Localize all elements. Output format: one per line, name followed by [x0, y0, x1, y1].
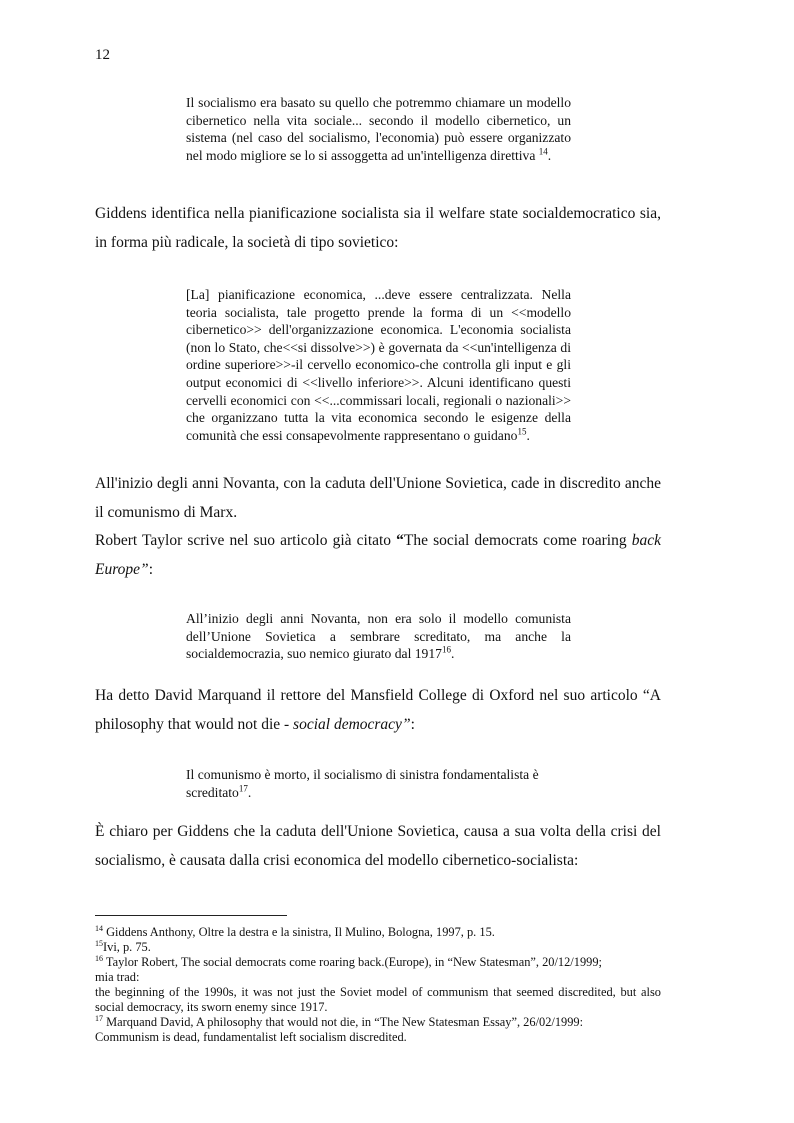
quote-text: Il comunismo è morto, il socialismo di sinistra fondamentalista è screditato: [186, 767, 539, 800]
footnote-16-translation: the beginning of the 1990s, it was not just the Soviet model of communism that seemed discredited, but also social democracy, its sworn enemy since 1917.: [95, 985, 661, 1014]
footnote-17-translation: Communism is dead, fundamentalist left socialism discredited.: [95, 1030, 407, 1044]
quote-end: .: [450, 646, 455, 662]
footnote-text: Marquand David, A philosophy that would not die, in “The New Statesman Essay”, 26/02/1999:: [103, 1015, 584, 1029]
quote-end: .: [547, 147, 552, 163]
footnote-divider: [95, 915, 287, 916]
text-span: Robert Taylor scrive nel suo articolo già citato: [95, 532, 397, 549]
quote-text: [La] pianificazione economica, ...deve essere centralizzata. Nella teoria socialista, tale progetto prende la forma di un <<modello cibernetico>> dell'organizzazione economica. L'economia socialista (non lo Stato, che<<si dissolve>>) è governata da <<un'intelligenza di ordine superiore>>-il cervello economico-che controlla gli input e gli output economici di <<livello inferiore>>. Alcuni identificano questi cervelli economici con <<...commissari locali, regionali o nazionali>> che organizzano tutta la vita economica secondo le esigenze della comunità che essi consapevolmente rappresentano o guidano: [186, 287, 571, 443]
block-quote-1: [186, 94, 571, 164]
footnote-mark: 14: [95, 923, 103, 933]
paragraph-1: Giddens identifica nella pianificazione socialista sia il welfare state socialdemocratico sia, in forma più radicale, la società di tipo sovietico:: [95, 205, 661, 251]
footnote-ref-14[interactable]: 14: [538, 146, 548, 157]
quote-text: Il socialismo era basato su quello che potremmo chiamare un modello cibernetico nella vita sociale... secondo il modello cibernetico, un sistema (nel caso del socialismo, l'economia) può essere organizzato nel modo migliore se lo si assoggetta ad un'intelligenza direttiva: [186, 95, 571, 163]
text-span: :: [410, 715, 415, 733]
footnote-mark: 17: [95, 1013, 103, 1023]
quote-text: All’inizio degli anni Novanta, non era solo il modello comunista dell’Unione Sovietica a sembrare screditato, ma anche la socialdemocrazia, suo nemico giurato dal 1917: [186, 611, 571, 662]
quote-end: .: [526, 427, 530, 443]
block-quote-2: [186, 286, 571, 444]
article-title: The social democrats come roaring: [403, 532, 632, 549]
text-span: Ha detto David Marquand il rettore del Mansfield College di Oxford nel suo articolo “A philosophy that would not die -: [95, 687, 661, 733]
page-number: 12: [95, 47, 110, 63]
block-quote-3: [186, 610, 571, 663]
footnote-text: Ivi, p. 75.: [103, 940, 151, 954]
footnote-ref-15[interactable]: 15: [517, 426, 527, 437]
article-title-italic: back Europe”: [95, 532, 661, 578]
footnote-16: [95, 955, 661, 970]
paragraph-2-line-1: All'inizio degli anni Novanta, con la caduta dell'Unione Sovietica, cade in discredito anche il comunismo di Marx.: [95, 475, 661, 521]
paragraph-4: È chiaro per Giddens che la caduta dell'Unione Sovietica, causa a sua volta della crisi del socialismo, è causata dalla crisi economica del modello cibernetico-socialista:: [95, 823, 661, 869]
footnote-mark: 15: [95, 938, 103, 948]
article-title-italic: social democracy”: [293, 715, 411, 733]
footnote-15: [95, 940, 661, 955]
footnote-ref-16[interactable]: 16: [441, 644, 451, 655]
footnote-mark: 16: [95, 953, 103, 963]
block-quote-4: [186, 766, 581, 801]
footnote-text: Giddens Anthony, Oltre la destra e la sinistra, Il Mulino, Bologna, 1997, p. 15.: [103, 925, 495, 939]
text-span: :: [148, 560, 153, 578]
footnote-text: Taylor Robert, The social democrats come roaring back.(Europe), in “New Statesman”, 20/12/1999;: [103, 955, 602, 969]
open-quote-mark: “: [396, 532, 404, 549]
footnote-17: [95, 1015, 661, 1030]
paragraph-2-line-2: [95, 527, 661, 584]
paragraph-2: [95, 470, 661, 584]
quote-end: .: [247, 784, 252, 800]
footnote-16-line-2: mia trad:: [95, 970, 140, 984]
footnote-ref-17[interactable]: 17: [238, 783, 248, 794]
footnote-14: [95, 925, 661, 940]
paragraph-3: [95, 682, 661, 739]
footnotes: [95, 925, 661, 1045]
